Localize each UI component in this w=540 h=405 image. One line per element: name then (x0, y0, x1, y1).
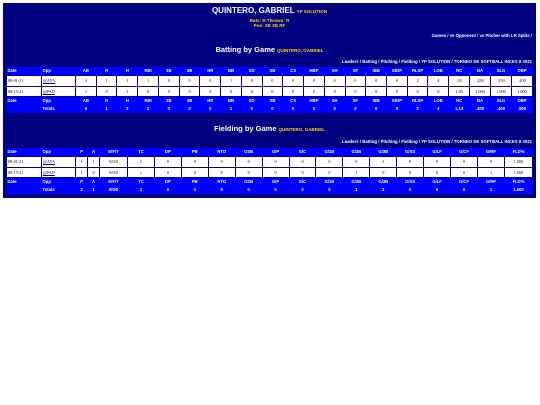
opponent-link[interactable]: @AYA (43, 159, 56, 164)
opponent-cell (42, 86, 76, 97)
link-vs-pitcher[interactable]: vs Pitcher with LR Splits (479, 33, 530, 38)
column-header-hr[interactable]: HR (200, 97, 221, 106)
positions: Pos: 2B 3B RF (253, 23, 286, 28)
stat-cell-sh: 0 (324, 76, 345, 87)
opponent-cell (42, 76, 76, 87)
column-header-3b[interactable]: 3B (179, 67, 200, 76)
stat-cell-h: 1 (117, 76, 138, 87)
column-header-cs[interactable]: CS (283, 67, 304, 76)
stat-cell-g-1b: 0 (316, 157, 343, 168)
stat-cell-obp: 1.000 (512, 86, 533, 97)
table-header-row (7, 148, 533, 157)
column-header-rbi[interactable]: RBI (138, 67, 159, 76)
column-header-a[interactable]: A (88, 178, 100, 187)
table-footer-header-row (7, 97, 533, 106)
column-header-osb[interactable]: OSB (235, 178, 262, 187)
link-leaders[interactable]: Leaders (342, 139, 359, 144)
column-header-dp[interactable]: DP (154, 148, 181, 157)
total-cell-g-3b: 1 (370, 186, 397, 194)
column-header-g-cf[interactable]: G/CF (451, 148, 478, 157)
stat-cell-a: 0 (88, 167, 100, 178)
total-cell-rlsp: 2 (407, 105, 428, 113)
stat-cell-2b: 0 (158, 76, 179, 87)
link-games[interactable]: Games (431, 33, 447, 38)
column-header-date[interactable]: Date (7, 67, 42, 76)
column-header-bb[interactable]: BB (221, 97, 242, 106)
stat-cell-lob: 0 (428, 86, 449, 97)
opponent-cell (42, 157, 76, 168)
column-header-obp[interactable]: OBP (512, 97, 533, 106)
stat-cell-p: 1 (76, 167, 88, 178)
column-header-p[interactable]: P (76, 178, 88, 187)
batting-section-title (3, 45, 536, 54)
column-header-e-f-t[interactable]: E/F/T (100, 148, 128, 157)
stat-cell-g-p: 0 (262, 167, 289, 178)
column-header-hr[interactable]: HR (200, 67, 221, 76)
total-cell-g-p: 0 (262, 186, 289, 194)
column-header-g-cf[interactable]: G/CF (451, 178, 478, 187)
stat-cell-sb: 0 (262, 86, 283, 97)
column-header-obp[interactable]: OBP (512, 67, 533, 76)
stat-cell-so: 0 (241, 76, 262, 87)
column-header-g-2b[interactable]: G/2B (343, 178, 370, 187)
link-team[interactable]: YP SOLUTION (421, 139, 451, 144)
stat-cell-osb: 0 (235, 157, 262, 168)
total-cell-cs: 0 (283, 105, 304, 113)
column-header-osb[interactable]: OSB (235, 148, 262, 157)
total-cell-bb: 1 (221, 105, 242, 113)
stat-cell-ab: 1 (76, 86, 97, 97)
column-header-rbi[interactable]: RBI (138, 97, 159, 106)
stat-cell-g-3b: 1 (370, 157, 397, 168)
column-header-pb[interactable]: PB (181, 178, 208, 187)
total-cell-sb: 0 (262, 105, 283, 113)
column-header-rto[interactable]: RTO (208, 148, 235, 157)
stat-cell-rc: .50 (449, 76, 470, 87)
column-header-ba[interactable]: BA (470, 67, 491, 76)
link-leaders[interactable]: Leaders (342, 59, 359, 64)
link-league[interactable]: TORNEO DE SOFTBALL INCES II 2021 (453, 139, 532, 144)
stat-cell-e-f-t: 0/0/0 (100, 167, 128, 178)
column-header-hbp[interactable]: HBP (304, 97, 325, 106)
fielding-nav-links: Leaders / Batting / Pitching / Fielding / YP SOLUTION / TORNEO DE SOFTBALL INCES II 2021 (342, 139, 532, 144)
stat-cell-pb: 0 (181, 167, 208, 178)
column-header-g-p[interactable]: G/P (262, 148, 289, 157)
column-header-sf[interactable]: SF (345, 97, 366, 106)
column-header-g-2b[interactable]: G/2B (343, 148, 370, 157)
player-team-tag: YP SOLUTION (296, 9, 328, 14)
stat-cell-g-2b: 1 (343, 167, 370, 178)
stat-cell-fld: 1.000 (505, 157, 533, 168)
stat-cell-g-cf: 0 (451, 167, 478, 178)
stat-cell-rto: 0 (208, 157, 235, 168)
stat-cell-ba: .250 (470, 76, 491, 87)
stat-cell-g-lf: 0 (424, 157, 451, 168)
opponent-link[interactable]: @AYA (43, 78, 56, 83)
column-header-r[interactable]: R (96, 97, 117, 106)
stat-cell-sf: 0 (345, 76, 366, 87)
link-batting[interactable]: Batting (362, 59, 378, 64)
stat-cell-g-ss: 0 (397, 167, 424, 178)
opponent-link[interactable]: @PAD (43, 169, 55, 175)
opponent-cell (42, 167, 76, 178)
column-header-sh[interactable]: SH (324, 97, 345, 106)
total-cell-g-lf: 0 (424, 186, 451, 194)
stat-cell-g-2b: 0 (343, 157, 370, 168)
column-header-lob[interactable]: LOB (428, 97, 449, 106)
fielding-table (6, 148, 533, 194)
column-header-opp[interactable]: Opp (42, 148, 76, 157)
totals-row (7, 105, 533, 113)
player-name-heading (3, 6, 536, 15)
column-header-g-c[interactable]: G/C (289, 148, 316, 157)
stat-cell-rc: 1.00 (449, 86, 470, 97)
stat-cell-hbp: 0 (304, 86, 325, 97)
stat-cell-dp: 0 (154, 157, 181, 168)
link-fielding[interactable]: Fielding (401, 139, 418, 144)
column-header-r[interactable]: R (96, 67, 117, 76)
total-cell-date (7, 186, 42, 194)
link-pitching[interactable]: Pitching (380, 59, 398, 64)
total-cell-e-f-t: 0/0/0 (100, 186, 128, 194)
total-cell-hr: 0 (200, 105, 221, 113)
column-header-g-rf[interactable]: G/RF (477, 178, 504, 187)
opponent-link[interactable]: @PAD (43, 88, 55, 94)
total-cell-gidp: 0 (387, 105, 408, 113)
column-header-gidp[interactable]: GIDP (387, 97, 408, 106)
column-header-rlsp[interactable]: RLSP (407, 97, 428, 106)
stat-cell-hr: 0 (200, 86, 221, 97)
stat-cell-lob: 4 (428, 76, 449, 87)
column-header-3b[interactable]: 3B (179, 97, 200, 106)
player-name: QUINTERO, GABRIEL (211, 6, 295, 15)
total-cell-pb: 0 (181, 186, 208, 194)
total-cell-g-1b: 0 (316, 186, 343, 194)
stat-cell-ibb: 0 (366, 86, 387, 97)
stat-cell-g-lf: 0 (424, 167, 451, 178)
stat-cell-2b: 0 (158, 86, 179, 97)
batting-title: Batting by Game (215, 45, 276, 54)
stat-cell-obp: .400 (512, 76, 533, 87)
stat-cell-g-1b: 0 (316, 167, 343, 178)
column-header-date[interactable]: Date (7, 97, 42, 106)
total-cell-h: 2 (117, 105, 138, 113)
total-cell-hbp: 0 (304, 105, 325, 113)
total-cell-ba: .400 (470, 105, 491, 113)
fielding-section-title (3, 124, 536, 133)
bats-throws: Bats: R Throws: R (249, 18, 290, 23)
stat-cell-fld: 1.000 (505, 167, 533, 178)
stat-cell-3b: 0 (179, 86, 200, 97)
stat-cell-slg: 1.000 (491, 86, 512, 97)
stat-cell-g-c: 0 (289, 167, 316, 178)
total-cell-rbi: 1 (138, 105, 159, 113)
column-header-fld[interactable]: FLD% (505, 178, 533, 187)
total-cell-sf: 0 (345, 105, 366, 113)
column-header-slg[interactable]: SLG (491, 67, 512, 76)
stat-cell-so: 0 (241, 86, 262, 97)
column-header-e-f-t[interactable]: E/F/T (100, 178, 128, 187)
stat-cell-sb: 0 (262, 76, 283, 87)
stat-cell-hr: 0 (200, 76, 221, 87)
total-cell-r: 1 (96, 105, 117, 113)
total-cell-3b: 0 (179, 105, 200, 113)
stat-cell-gidp: 0 (387, 86, 408, 97)
link-pitching[interactable]: Pitching (380, 139, 398, 144)
stat-cell-g-3b: 0 (370, 167, 397, 178)
total-cell-ab: 5 (76, 105, 97, 113)
column-header-g-lf[interactable]: G/LF (424, 178, 451, 187)
stat-cell-osb: 0 (235, 167, 262, 178)
stat-cell-gidp: 0 (387, 76, 408, 87)
link-batting[interactable]: Batting (362, 139, 378, 144)
batting-table (6, 67, 533, 113)
column-header-ba[interactable]: BA (470, 97, 491, 106)
stat-cell-rlsp: 2 (407, 76, 428, 87)
batting-title-tag: QUINTERO, GABRIEL (277, 48, 324, 53)
link-vs-opponent[interactable]: vs Opponent (449, 33, 476, 38)
total-cell-so: 0 (241, 105, 262, 113)
column-header-hbp[interactable]: HBP (304, 67, 325, 76)
stat-cell-pb: 0 (181, 157, 208, 168)
column-header-sb[interactable]: SB (262, 97, 283, 106)
column-header-slg[interactable]: SLG (491, 97, 512, 106)
column-header-g-3b[interactable]: G/3B (370, 148, 397, 157)
column-header-sh[interactable]: SH (324, 67, 345, 76)
column-header-opp[interactable]: Opp (42, 67, 76, 76)
date-cell: 08-15-21 (7, 167, 42, 178)
column-header-g-3b[interactable]: G/3B (370, 178, 397, 187)
total-cell-slg: .400 (491, 105, 512, 113)
stat-cell-e-f-t: 0/0/0 (100, 157, 128, 168)
stat-cell-ibb: 0 (366, 76, 387, 87)
column-header-date[interactable]: Date (7, 178, 42, 187)
column-header-ab[interactable]: AB (76, 67, 97, 76)
total-cell-sh: 0 (324, 105, 345, 113)
stat-cell-cs: 0 (283, 86, 304, 97)
link-league[interactable]: TORNEO DE SOFTBALL INCES II 2021 (453, 59, 532, 64)
column-header-g-c[interactable]: G/C (289, 178, 316, 187)
column-header-tc[interactable]: TC (128, 148, 155, 157)
stat-cell-r: 1 (96, 76, 117, 87)
fielding-title-tag: QUINTERO, GABRIEL (278, 127, 326, 132)
batting-nav-links: Leaders / Batting / Pitching / Fielding / YP SOLUTION / TORNEO DE SOFTBALL INCES II 2021 (342, 59, 532, 64)
stat-cell-g-ss: 0 (397, 157, 424, 168)
stat-cell-sh: 0 (324, 86, 345, 97)
stat-cell-p: 1 (76, 157, 88, 168)
total-cell-tc: 3 (128, 186, 155, 194)
total-cell-p: 2 (76, 186, 88, 194)
stat-cell-a: 1 (88, 157, 100, 168)
column-header-rto[interactable]: RTO (208, 178, 235, 187)
link-team[interactable]: YP SOLUTION (421, 59, 451, 64)
column-header-2b[interactable]: 2B (158, 67, 179, 76)
stat-cell-dp: 0 (154, 167, 181, 178)
total-cell-g-2b: 1 (343, 186, 370, 194)
column-header-opp[interactable]: Opp (42, 178, 76, 187)
column-header-a[interactable]: A (88, 148, 100, 157)
column-header-ibb[interactable]: IBB (366, 67, 387, 76)
date-cell: 08-01-21 (7, 157, 42, 168)
stat-cell-3b: 0 (179, 76, 200, 87)
total-cell-lob: 4 (428, 105, 449, 113)
column-header-g-1b[interactable]: G/1B (316, 148, 343, 157)
column-header-g-ss[interactable]: G/SS (397, 148, 424, 157)
stat-cell-cs: 0 (283, 76, 304, 87)
stat-cell-rlsp: 0 (407, 86, 428, 97)
totals-row (7, 186, 533, 194)
stat-cell-sf: 0 (345, 86, 366, 97)
table-row (7, 167, 533, 178)
column-header-p[interactable]: P (76, 148, 88, 157)
stat-cell-rbi: 0 (138, 86, 159, 97)
total-cell-2b: 0 (158, 105, 179, 113)
date-cell: 08-15-21 (7, 86, 42, 97)
total-cell-g-cf: 0 (451, 186, 478, 194)
column-header-h[interactable]: H (117, 97, 138, 106)
total-cell-a: 1 (88, 186, 100, 194)
stat-cell-g-rf: 0 (477, 157, 504, 168)
stat-cell-h: 1 (117, 86, 138, 97)
column-header-ibb[interactable]: IBB (366, 97, 387, 106)
column-header-gidp[interactable]: GIDP (387, 67, 408, 76)
total-cell-date (7, 105, 42, 113)
column-header-fld[interactable]: FLD% (505, 148, 533, 157)
total-cell-dp: 0 (154, 186, 181, 194)
total-cell-osb: 0 (235, 186, 262, 194)
column-header-opp[interactable]: Opp (42, 97, 76, 106)
split-links: Games / vs Opponent / vs Pitcher with LR Splits / (431, 33, 532, 38)
column-header-sb[interactable]: SB (262, 67, 283, 76)
column-header-rc[interactable]: RC (449, 97, 470, 106)
column-header-so[interactable]: SO (241, 97, 262, 106)
total-cell-g-c: 0 (289, 186, 316, 194)
column-header-bb[interactable]: BB (221, 67, 242, 76)
column-header-dp[interactable]: DP (154, 178, 181, 187)
column-header-g-ss[interactable]: G/SS (397, 178, 424, 187)
column-header-g-lf[interactable]: G/LF (424, 148, 451, 157)
totals-label: Totals (42, 105, 76, 113)
stat-cell-hbp: 0 (304, 76, 325, 87)
table-row (7, 157, 533, 168)
column-header-tc[interactable]: TC (128, 178, 155, 187)
column-header-pb[interactable]: PB (181, 148, 208, 157)
column-header-cs[interactable]: CS (283, 97, 304, 106)
total-cell-g-ss: 0 (397, 186, 424, 194)
fielding-title: Fielding by Game (213, 124, 277, 133)
date-cell: 08-01-21 (7, 76, 42, 87)
stat-cell-slg: .250 (491, 76, 512, 87)
column-header-h[interactable]: H (117, 67, 138, 76)
column-header-sf[interactable]: SF (345, 67, 366, 76)
stat-cell-g-c: 0 (289, 157, 316, 168)
column-header-g-p[interactable]: G/P (262, 178, 289, 187)
column-header-rc[interactable]: RC (449, 67, 470, 76)
link-fielding[interactable]: Fielding (401, 59, 418, 64)
table-row (7, 76, 533, 87)
table-row (7, 86, 533, 97)
stat-cell-bb: 0 (221, 86, 242, 97)
stat-cell-g-p: 0 (262, 157, 289, 168)
column-header-ab[interactable]: AB (76, 97, 97, 106)
stat-cell-g-rf: 1 (477, 167, 504, 178)
stat-cell-r: 0 (96, 86, 117, 97)
stat-cell-tc: 1 (128, 167, 155, 178)
totals-label: Totals (42, 186, 76, 194)
stat-cell-rbi: 1 (138, 76, 159, 87)
column-header-lob[interactable]: LOB (428, 67, 449, 76)
stat-cell-ba: 1.000 (470, 86, 491, 97)
stat-cell-g-cf: 0 (451, 157, 478, 168)
stat-cell-ab: 4 (76, 76, 97, 87)
table-footer-header-row (7, 178, 533, 187)
total-cell-rc: 1.13 (449, 105, 470, 113)
column-header-2b[interactable]: 2B (158, 97, 179, 106)
column-header-so[interactable]: SO (241, 67, 262, 76)
column-header-g-1b[interactable]: G/1B (316, 178, 343, 187)
stat-cell-tc: 2 (128, 157, 155, 168)
stat-cell-rto: 0 (208, 167, 235, 178)
column-header-g-rf[interactable]: G/RF (477, 148, 504, 157)
total-cell-fld: 1.000 (505, 186, 533, 194)
total-cell-obp: .500 (512, 105, 533, 113)
total-cell-g-rf: 1 (477, 186, 504, 194)
table-header-row (7, 67, 533, 76)
column-header-date[interactable]: Date (7, 148, 42, 157)
total-cell-ibb: 0 (366, 105, 387, 113)
stats-panel (3, 3, 536, 198)
column-header-rlsp[interactable]: RLSP (407, 67, 428, 76)
total-cell-rto: 0 (208, 186, 235, 194)
stat-cell-bb: 1 (221, 76, 242, 87)
